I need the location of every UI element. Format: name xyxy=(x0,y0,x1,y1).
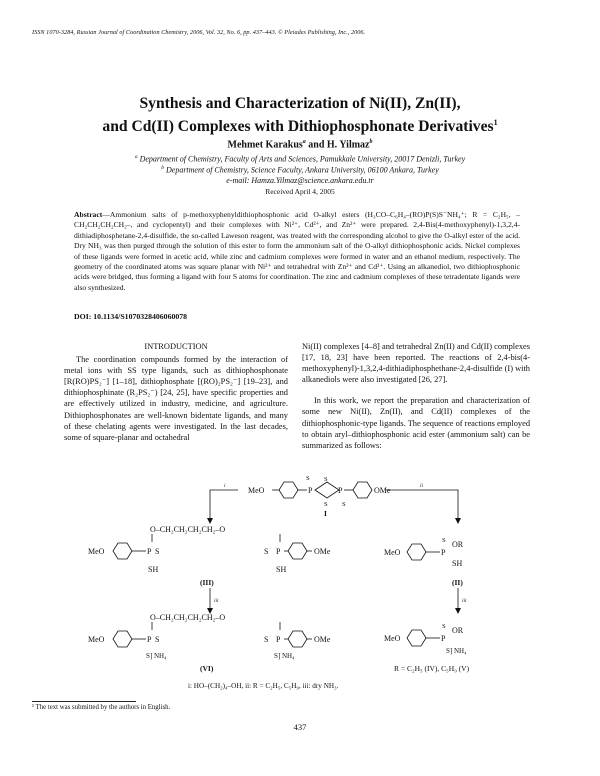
phosphorus-label: P xyxy=(147,635,152,644)
phosphorus-label: P xyxy=(308,486,313,495)
arrow-step-i xyxy=(210,490,238,522)
phosphorus-label: P xyxy=(276,635,281,644)
doi[interactable]: DOI: 10.1134/S1070328406060078 xyxy=(74,312,188,321)
received-date: Received April 4, 2005 xyxy=(265,187,335,196)
article-title xyxy=(60,94,540,136)
journal-header: ISSN 1070-3284, Russian Journal of Coordination Chemistry, 2006, Vol. 32, No. 6, pp. 437–443. © Pleiades Publishing, Inc., 2006. xyxy=(32,29,366,36)
methoxy-label: MeO xyxy=(88,635,105,644)
title-line-1: Synthesis and Characterization of Ni(II), Zn(II), xyxy=(139,95,461,112)
phosphorus-label: P xyxy=(147,547,152,556)
abstract xyxy=(74,210,520,293)
intro-continued-paragraph: Ni(II) complexes [4–8] and tetrahedral Zn(II) and Cd(II) complexes [17, 18, 23] have been reported. The reactions of 2,4-bis(4-methoxyphenyl)-1,3,2,4-dithiadiphosphethane-2,4-disulfide (I) with alkanediols were also investigated [26, 27]. xyxy=(302,342,530,385)
step-i-label: i xyxy=(224,483,226,489)
sulfur-label: S xyxy=(442,537,446,544)
benzene-ring xyxy=(288,543,307,559)
sulfur-label: S xyxy=(342,501,346,508)
methoxy-label: MeO xyxy=(384,548,401,557)
compound-I-label: I xyxy=(324,509,327,518)
dithiadiphosphetane-ring xyxy=(315,482,339,498)
footnote-divider xyxy=(32,701,136,702)
compound-IV-V-label: R = C₂H₅ (IV), C₅H₉ (V) xyxy=(394,664,470,673)
benzene-ring xyxy=(113,631,132,647)
compound-II-label: (II) xyxy=(452,578,463,587)
affiliation-b: $^b$ Department of Chemistry, Science Faculty, Ankara University, 06100 Ankara, Turkey xyxy=(161,165,439,175)
introduction-heading: INTRODUCTION xyxy=(144,342,208,351)
phosphorus-label: P xyxy=(276,547,281,556)
benzene-ring xyxy=(113,543,132,559)
affiliation-a: $^a$ Department of Chemistry, Faculty of Arts and Sciences, Pamukkale University, 20017 Denizli, Turkey xyxy=(134,154,466,164)
methoxy-label: OMe xyxy=(374,486,391,495)
benzene-ring xyxy=(407,630,426,646)
step-iii-label-left: iii xyxy=(214,598,219,604)
left-column xyxy=(64,341,288,443)
methoxy-label: OMe xyxy=(314,547,331,556)
reaction-scheme xyxy=(88,476,508,698)
reaction-conditions: i: HO–(CH₂)₄–OH, ii: R = C₂H₅, C₅H₉, iii: dry NH₃. xyxy=(188,682,339,690)
abstract-label: Abstract xyxy=(74,210,103,219)
methoxy-label: MeO xyxy=(248,486,265,495)
methoxy-label: MeO xyxy=(88,547,105,556)
sulfur-label: S xyxy=(264,635,269,644)
email-address[interactable]: e-mail: Hamza.Yilmaz@science.ankara.edu.tr xyxy=(226,176,374,185)
sulfur-label: S xyxy=(264,547,269,556)
sulfur-label: S xyxy=(306,476,310,482)
thiol-label: SH xyxy=(452,559,463,568)
benzene-ring xyxy=(353,482,372,498)
benzene-ring xyxy=(279,482,298,498)
compound-VI-label: (VI) xyxy=(200,664,214,673)
alkoxy-label: OR xyxy=(452,540,464,549)
right-column xyxy=(302,341,530,451)
abstract-text: —Ammonium salts of p-methoxyphenyldithiophosphonic acid O-alkyl esters (H₃CO–C₆H₄–(RO)P(S)S⁻NH₄⁺; R = C₂H₅, –CH₂CH₂CH₂CH₂–, and cyclopentyl) and their complexes with Ni²⁺, Cd²⁺, and Zn²⁺ were prepared. 2,4-Bis(4-methoxyphenyl)-1,3,2,4-dithiadiphosphetane-2,4-disulfide, the so-called Laweson reagent, was treated with the corresponding alcohol to give the O-alkyl ester of the acid. Dry NH₃ was then purged through the solution of this ester to form the ammonium salt of the O-alkyl dithiophosphonic acids. Nickel complexes of these ligands were formed in acetic acid, while zinc and cadmium complexes were formed in water and an ethanol medium, respectively. The geometry of the coordinated atoms was square planar with Ni²⁺ and tetrahedral with Zn²⁺ and Cd²⁺. Using an alkanediol, two dithiophosphonic acids were bridged, thus forming a ligand with four S atoms for coordination. The zinc and cadmium complexes of these tetradentate ligands were also synthesized. xyxy=(74,210,520,292)
page-number: 437 xyxy=(293,722,307,732)
methoxy-label: OMe xyxy=(314,635,331,644)
compound-III-label: (III) xyxy=(200,578,214,587)
footnote: ¹ The text was submitted by the authors in English. xyxy=(32,704,171,711)
sulfur-label: S xyxy=(155,547,160,556)
butanediol-bridge-label: O–CH₂CH₂CH₂CH₂–O xyxy=(150,613,226,622)
ammonium-thiolate-label: S] NH₄ xyxy=(446,647,467,655)
benzene-ring xyxy=(407,544,426,560)
step-iii-label-right: iii xyxy=(462,598,467,604)
phosphorus-label: P xyxy=(338,486,343,495)
title-footnote-mark: 1 xyxy=(493,118,498,127)
phosphorus-label: P xyxy=(441,548,446,557)
thiol-label: SH xyxy=(148,565,159,574)
methoxy-label: MeO xyxy=(384,634,401,643)
sulfur-label: S xyxy=(155,635,160,644)
alkoxy-label: OR xyxy=(452,626,464,635)
butanediol-bridge-label: O–CH₂CH₂CH₂CH₂–O xyxy=(150,525,226,534)
arrow-step-ii xyxy=(386,490,458,522)
intro-paragraph: The coordination compounds formed by the interaction of metal ions with SS type ligands, such as dithiophosphonate [R(RO)PS₂⁻] [1–18], dithiophosphate [(RO)₂PS₂⁻] [19–23], and dithiophosphinate (R₂PS₂⁻) [24, 25], have specific properties and are effectively utilized in industry, medicine, and agriculture. Dithiophosphonates are well-known bidentate ligands, and many of these chelating agents were investigated. In the last decades, some of square-planar and octahedral xyxy=(64,355,288,442)
ammonium-thiolate-label: S] NH₄ xyxy=(274,652,295,660)
step-ii-label: ii xyxy=(420,483,424,489)
thiol-label: SH xyxy=(276,565,287,574)
benzene-ring xyxy=(288,631,307,647)
phosphorus-label: P xyxy=(441,634,446,643)
sulfur-label: S xyxy=(442,623,446,630)
sulfur-label: S xyxy=(324,501,328,508)
sulfur-label: S xyxy=(324,476,328,483)
title-line-2: and Cd(II) Complexes with Dithiophosphonate Derivatives$^1$ xyxy=(102,118,498,136)
ammonium-thiolate-label: S] NH₄ xyxy=(146,652,167,660)
author-list: Mehmet Karakus$^a$ and H. Yilmaz$^b$ xyxy=(227,139,373,151)
work-paragraph: In this work, we report the preparation and characterization of some new Ni(II), Zn(II), and Cd(II) complexes of the dithiophosphonic-type ligands. The sequence of reactions employed to obtain aryl–dithiophosphonic acid ester (ammonium salt) can be summarized as follows: xyxy=(302,396,531,450)
